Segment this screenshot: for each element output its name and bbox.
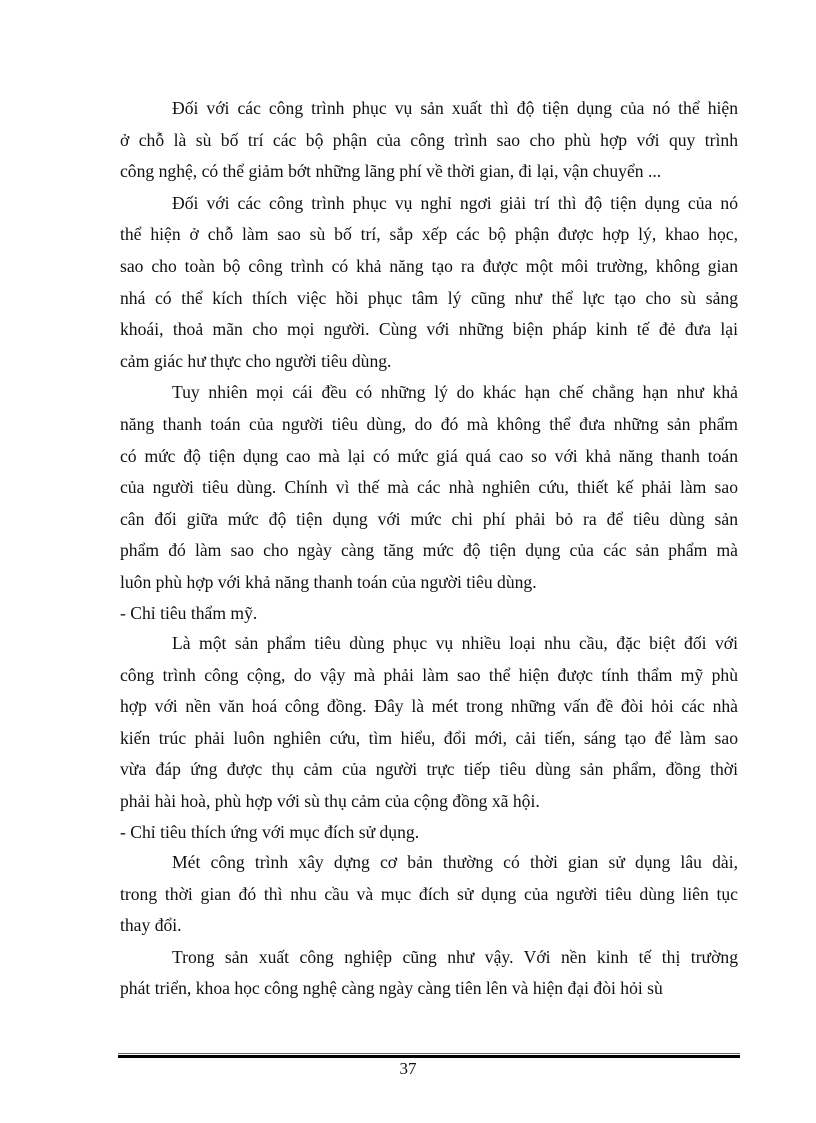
page-number: 37 xyxy=(399,1059,417,1078)
paragraph-line: trong thời gian đó thì nhu cầu và mục đích sử dụng của người tiêu dùng liên tục xyxy=(120,883,738,904)
paragraph-line: cân đối giữa mức độ tiện dụng với mức chi phí phải bỏ ra để tiêu dùng sản xyxy=(120,508,738,529)
paragraph-line: có mức độ tiện dụng cao mà lại có mức giá quá cao so với khả năng thanh toán xyxy=(120,445,738,466)
paragraph-line: Trong sản xuất công nghiệp cũng như vậy. Với nền kinh tế thị trường xyxy=(172,946,738,967)
section-heading-suitability: - Chỉ tiêu thích ứng với mục đích sử dụng. xyxy=(120,821,420,842)
paragraph-line: công nghệ, có thể giảm bớt những lãng phí về thời gian, đi lại, vận chuyển ... xyxy=(120,161,662,182)
paragraph-line: kiến trúc phải luôn nghiên cứu, tìm hiểu, đổi mới, cải tiến, sáng tạo để làm sao xyxy=(120,727,738,748)
page-body xyxy=(120,93,738,1005)
paragraph-line: thay đổi. xyxy=(120,915,182,936)
paragraph-line: Là một sản phẩm tiêu dùng phục vụ nhiều loại nhu cầu, đặc biệt đối với xyxy=(172,633,738,653)
section-heading-aesthetics: - Chỉ tiêu thẩm mỹ. xyxy=(120,602,258,623)
footer-divider-thick-line xyxy=(118,1055,740,1058)
paragraph-line: Đối với các công trình phục vụ sản xuất thì độ tiện dụng của nó thể hiện xyxy=(172,98,738,118)
paragraph-line: hợp với nền văn hoá công đồng. Đây là mét trong những vấn đề đòi hỏi các nhà xyxy=(120,696,738,717)
paragraph-line: nhá có thể kích thích việc hồi phục tâm lý cũng như thể lực tạo cho sù sảng xyxy=(120,287,738,308)
paragraph-line: vừa đáp ứng được thụ cảm của người trực tiếp tiêu dùng sản phẩm, đồng thời xyxy=(120,759,738,780)
footer-divider-thin-line xyxy=(118,1053,740,1054)
paragraph-line: Tuy nhiên mọi cái đều có những lý do khác hạn chế chẳng hạn như khả xyxy=(172,382,738,403)
paragraph-line: của người tiêu dùng. Chính vì thế mà các nhà nghiên cứu, thiết kế phải làm sao xyxy=(120,477,738,498)
paragraph-line: phải hài hoà, phù hợp với sù thụ cảm của cộng đồng xã hội. xyxy=(120,790,540,811)
paragraph-line: khoái, thoả mãn cho mọi người. Cùng với những biện pháp kinh tế đẻ đưa lại xyxy=(120,319,738,340)
paragraph-line: công trình công cộng, do vậy mà phải làm sao thể hiện được tính thẩm mỹ phù xyxy=(120,664,738,685)
paragraph-line: sao cho toàn bộ công trình có khả năng tạo ra được một môi trường, không gian xyxy=(120,255,738,276)
paragraph-line: luôn phù hợp với khả năng thanh toán của người tiêu dùng. xyxy=(120,571,537,592)
paragraph-line: thể hiện ở chỗ làm sao sù bố trí, sắp xếp các bộ phận được hợp lý, khao học, xyxy=(120,224,738,245)
paragraph-line: phát triển, khoa học công nghệ càng ngày càng tiên lên và hiện đại đòi hỏi sù xyxy=(120,978,663,999)
paragraph-line: năng thanh toán của người tiêu dùng, do đó mà không thể đưa những sản phẩm xyxy=(120,413,738,434)
paragraph-line: Đối với các công trình phục vụ nghỉ ngơi giải trí thì độ tiện dụng của nó xyxy=(172,192,738,213)
paragraph-line: cảm giác hư thực cho người tiêu dùng. xyxy=(120,350,392,371)
paragraph-line: ở chỗ là sù bố trí các bộ phận của công trình sao cho phù hợp với quy trình xyxy=(120,129,738,150)
paragraph-line: phẩm đó làm sao cho ngày càng tăng mức độ tiện dụng của các sản phẩm mà xyxy=(120,540,738,561)
paragraph-line: Mét công trình xây dựng cơ bản thường có thời gian sử dụng lâu dài, xyxy=(172,852,738,873)
